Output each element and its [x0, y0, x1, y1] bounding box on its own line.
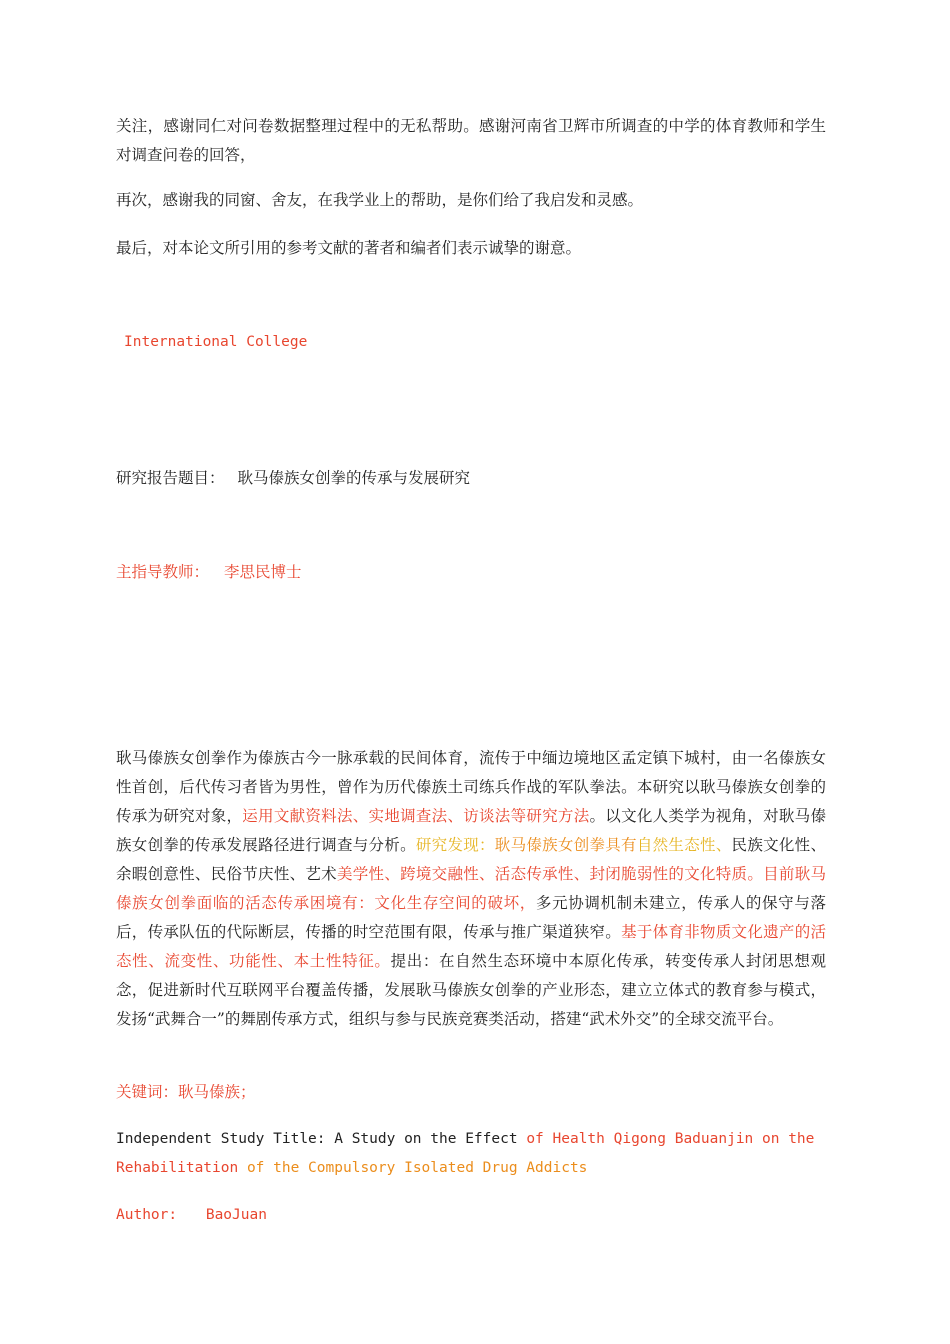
abstract-proposals: 提出：在自然生态环境中本原化传承，转变传承人封闭思想观念，促进新时代互联网平台覆盖传播，发展耿马傣族女创拳的产业形态，建立立体式的教育参与模式，发扬“武舞合一”的舞剧传承方式，组织与参与民族竞赛类活动，搭建“武术外交”的全球交流平台。	[116, 952, 826, 1028]
advisor-name: 李思民博士	[223, 563, 302, 581]
advisor-label: 主指导教师：	[116, 563, 210, 581]
author-name: BaoJuan	[205, 1207, 267, 1223]
english-title-part2: of Health Qigong Baduanjin on the Rehabilitation	[116, 1131, 815, 1176]
acknowledgement-paragraph-2: 再次，感谢我的同窗、舍友，在我学业上的帮助，是你们给了我启发和灵感。	[116, 191, 644, 209]
abstract-segment: 自然生态性、	[636, 836, 732, 854]
abstract-paragraph	[116, 744, 826, 1034]
report-title-label: 研究报告题目：	[116, 469, 225, 487]
abstract-segment: 。以文化人类学为视角，对耿马傣族女创拳的传承发展路径进行调查与分析。	[116, 807, 826, 854]
acknowledgement-paragraph-3: 最后，对本论文所引用的参考文献的著者和编者们表示诚挚的谢意。	[116, 239, 582, 257]
advisor-line	[116, 558, 826, 587]
report-title-line	[116, 464, 826, 493]
abstract-heritage-features: 基于体育非物质文化遗产的活态性、流变性、功能性、本土性特征。	[116, 923, 826, 970]
keywords-label: 关键词：	[116, 1083, 179, 1101]
keywords-value: 耿马傣族；	[178, 1083, 256, 1101]
author-line	[116, 1201, 826, 1230]
abstract-findings-label: 研究发现：	[415, 836, 495, 854]
keywords-line	[116, 1078, 826, 1107]
english-title-part3: of the Compulsory Isolated Drug Addicts	[246, 1160, 588, 1176]
english-title-prefix: Independent Study Title: A Study on the Effect	[116, 1131, 527, 1147]
abstract-segment: 民族文化性、余暇创意性、民俗节庆性、艺术	[116, 836, 826, 883]
abstract-segment: 多元协调机制未建立，传承人的保守与落后，传承队伍的代际断层，传播的时空范围有限，传承与推广渠道狭窄。	[116, 894, 826, 941]
abstract-findings: 耿马傣族女创拳具有	[494, 836, 637, 854]
abstract-traits-dilemmas: 美学性、跨境交融性、活态传承性、封闭脆弱性的文化特质。目前耿马傣族女创拳面临的活态传承困境有：文化生存空间的破坏，	[116, 865, 826, 912]
abstract-segment: 耿马傣族女创拳作为傣族古今一脉承载的民间体育，流传于中缅边境地区孟定镇下城村，由一名傣族女性首创，后代传习者皆为男性，曾作为历代傣族土司练兵作战的军队拳法。本研究以耿马傣族女创拳的传承为研究对象，	[116, 749, 826, 825]
english-title	[116, 1125, 826, 1183]
college-name: International College	[124, 334, 308, 350]
abstract-methods: 运用文献资料法、实地调查法、访谈法等研究方法	[242, 807, 590, 825]
report-title-value: 耿马傣族女创拳的传承与发展研究	[237, 469, 470, 487]
author-label: Author:	[116, 1207, 178, 1223]
acknowledgement-paragraph-1: 关注，感谢同仁对问卷数据整理过程中的无私帮助。感谢河南省卫辉市所调查的中学的体育教师和学生对调查问卷的回答，	[116, 117, 826, 164]
